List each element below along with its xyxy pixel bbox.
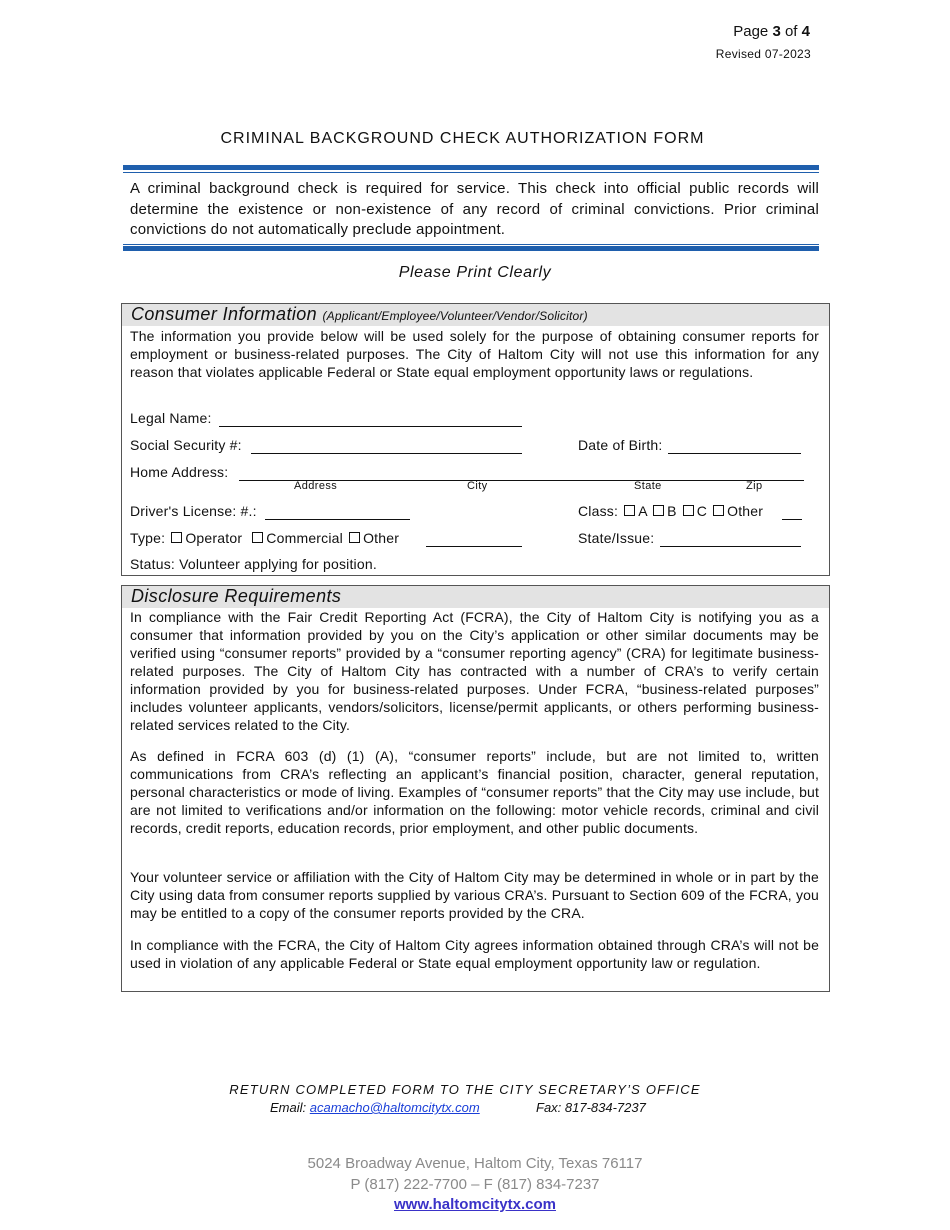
consumer-heading: Consumer Information — [131, 304, 318, 324]
consumer-info-text: The information you provide below will be used solely for the purpose of obtaining consumer reports for employment or business-related purposes. The City of Haltom City will not use this information for any reason that violates applicable Federal or State equal employment opportunity laws or regulations. — [130, 328, 819, 380]
type-operator-checkbox[interactable] — [171, 532, 182, 543]
page-prefix: Page — [733, 23, 769, 40]
state-issue-label: State/Issue: — [578, 530, 655, 546]
disclosure-paragraph: As defined in FCRA 603 (d) (1) (A), “consumer reports” include, but are not limited to, written communications from CRA’s reflecting an applicant’s financial position, character, general reputation, personal characteristics or mode of living. Examples of “consumer reports” that the City may use include, but are not limited to verifications and/or information on the following: motor vehicle records, criminal and civil records, credit reports, education records, prior employment, and other public documents. — [130, 748, 819, 836]
class-b-checkbox[interactable] — [653, 505, 664, 516]
class-c-checkbox[interactable] — [683, 505, 694, 516]
drivers-license-label: Driver's License: #.: — [130, 503, 257, 519]
type-commercial-checkbox[interactable] — [252, 532, 263, 543]
state-caption: State — [634, 480, 662, 492]
divider — [123, 172, 819, 173]
class-c-label: C — [696, 503, 708, 519]
address-caption: Address — [294, 480, 338, 492]
drivers-license-field[interactable] — [265, 518, 410, 520]
office-address: 5024 Broadway Avenue, Haltom City, Texas 76117 — [307, 1155, 643, 1172]
office-phone: P (817) 222-7700 – F (817) 834-7237 — [350, 1176, 600, 1193]
section-header — [122, 304, 829, 326]
license-type-group — [130, 530, 399, 546]
disclosure-paragraph: In compliance with the Fair Credit Reporting Act (FCRA), the City of Haltom City is notifying you as a consumer that information provided by you on the City’s application or other similar documents may be verified using “consumer reports” provided by a “consumer reporting agency” (CRA) for legitimate business-related purposes. The City of Haltom City has contracted with a number of CRA’s to verify certain information provided by you for business-related purposes. Under FCRA, “business-related purposes” includes volunteer applicants, vendors/solicitors, license/permit applicants, or others performing business-related services related to the City. — [130, 609, 819, 733]
page-current: 3 — [772, 23, 781, 40]
type-operator-label: Operator — [185, 530, 243, 546]
page-of: of — [784, 23, 798, 40]
type-other-label: Other — [363, 530, 400, 546]
intro-text: A criminal background check is required for service. This check into official public records will determine the existence or non-existence of any record of criminal convictions. Prior criminal convictions do not automatically preclude appointment. — [130, 180, 819, 238]
section-title — [131, 304, 588, 325]
disclosure-paragraph: In compliance with the FCRA, the City of Haltom City agrees information obtained through CRA’s will not be used in violation of any applicable Federal or State equal employment opportunity law or regulation. — [130, 937, 819, 971]
license-class-group — [578, 503, 763, 519]
legal-name-field[interactable] — [219, 425, 522, 427]
divider — [123, 165, 819, 170]
disclosure-paragraph: Your volunteer service or affiliation with the City of Haltom City may be determined in whole or in part by the City using data from consumer reports supplied by various CRA’s. Pursuant to Section 609 of the FCRA, you may be entitled to a copy of the consumer reports provided by the CRA. — [130, 869, 819, 921]
consumer-information-section — [121, 303, 830, 576]
legal-name-label: Legal Name: — [130, 410, 212, 426]
class-other-label: Other — [727, 503, 764, 519]
website-link[interactable]: www.haltomcitytx.com — [394, 1196, 556, 1213]
type-commercial-label: Commercial — [266, 530, 343, 546]
revision-date: Revised 07-2023 — [715, 47, 811, 61]
zip-caption: Zip — [746, 480, 763, 492]
status-text: Status: Volunteer applying for position. — [130, 556, 377, 572]
page-number — [733, 23, 810, 40]
page-total: 4 — [801, 23, 810, 40]
class-other-checkbox[interactable] — [713, 505, 724, 516]
class-b-label: B — [667, 503, 677, 519]
dob-field[interactable] — [668, 452, 801, 454]
state-issue-field[interactable] — [660, 545, 801, 547]
type-other-checkbox[interactable] — [349, 532, 360, 543]
type-other-field[interactable] — [426, 545, 522, 547]
class-label: Class: — [578, 503, 619, 519]
city-caption: City — [467, 480, 488, 492]
disclosure-section — [121, 585, 830, 992]
consumer-subheading: (Applicant/Employee/Volunteer/Vendor/Solicitor) — [322, 309, 588, 323]
class-a-checkbox[interactable] — [624, 505, 635, 516]
home-address-label: Home Address: — [130, 464, 229, 480]
ssn-field[interactable] — [251, 452, 522, 454]
email-line — [270, 1100, 480, 1115]
return-instructions: RETURN COMPLETED FORM TO THE CITY SECRETARY’S OFFICE — [229, 1082, 701, 1097]
divider — [123, 246, 819, 251]
section-header — [122, 586, 829, 608]
disclosure-heading: Disclosure Requirements — [131, 586, 342, 606]
fax-number: Fax: 817-834-7237 — [536, 1100, 646, 1115]
email-label: Email: — [270, 1100, 307, 1115]
print-clearly-note: Please Print Clearly — [398, 264, 552, 281]
dob-label: Date of Birth: — [578, 437, 663, 453]
divider — [123, 244, 819, 245]
type-label: Type: — [130, 530, 166, 546]
form-title: CRIMINAL BACKGROUND CHECK AUTHORIZATION FORM — [220, 130, 705, 147]
class-a-label: A — [638, 503, 647, 519]
class-other-field[interactable] — [782, 518, 802, 520]
email-link[interactable]: acamacho@haltomcitytx.com — [309, 1100, 480, 1115]
ssn-label: Social Security #: — [130, 437, 242, 453]
